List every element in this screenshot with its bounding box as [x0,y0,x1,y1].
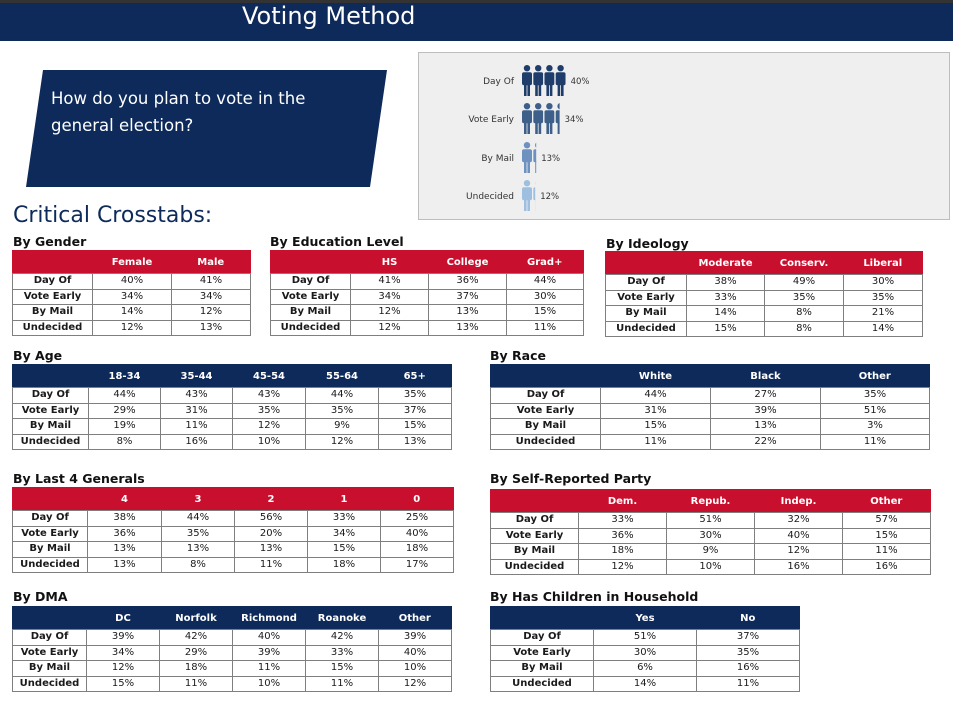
crosstabs-heading: Critical Crosstabs: [13,203,213,228]
table-row [13,419,452,435]
row-label: Day Of [606,275,687,291]
data-label: 40% [570,77,590,87]
column-header: Other [821,365,930,388]
table-row [606,321,923,337]
table-cell: 34% [172,289,251,305]
table-cell: 29% [89,403,161,419]
column-header: Yes [594,607,697,630]
table-cell: 15% [308,542,381,558]
table-cell: 34% [93,289,172,305]
table-row [13,511,454,527]
person-icon [533,103,543,134]
header-corner [491,490,579,513]
table-cell: 13% [379,434,452,450]
data-label: 12% [540,192,560,202]
table-cell: 18% [308,557,381,573]
table-cell: 40% [381,526,454,542]
table-cell: 19% [89,419,161,435]
crosstab-table [12,606,452,692]
table-cell: 15% [601,419,711,435]
row-label: Vote Early [13,289,93,305]
table-cell: 13% [711,419,821,435]
row-label: Vote Early [491,645,594,661]
table-cell: 31% [161,403,233,419]
table-cell: 12% [233,419,306,435]
crosstab-table [490,364,930,450]
table-cell: 13% [88,557,162,573]
table-row [13,305,251,321]
table-row [271,274,584,290]
table-row [606,290,923,306]
crosstab-table [270,250,584,336]
column-header: Male [172,251,251,274]
table-cell: 36% [429,274,507,290]
table-row [13,630,452,646]
table-cell: 34% [351,289,429,305]
page-title: Voting Method [242,2,416,30]
row-label: Vote Early [491,403,601,419]
row-label: Undecided [491,559,579,575]
row-label: Day Of [13,274,93,290]
table-cell: 30% [667,528,755,544]
table-cell: 11% [306,676,379,692]
table-row [13,388,452,404]
crosstab-table [12,250,251,336]
crosstab-table [490,489,931,575]
table-row [491,544,931,560]
row-label: Vote Early [13,403,89,419]
table-cell: 35% [306,403,379,419]
table-row [13,661,452,677]
header-corner [13,488,88,511]
table-cell: 15% [687,321,765,337]
table-cell: 11% [160,676,233,692]
header-bar [0,0,953,41]
table-cell: 39% [233,645,306,661]
row-label: Undecided [13,434,89,450]
person-icon [522,142,532,173]
row-label: Vote Early [491,528,579,544]
column-header: Dem. [579,490,667,513]
table-cell: 39% [87,630,160,646]
row-label: Undecided [13,557,88,573]
table-row [491,676,800,692]
table-cell: 12% [306,434,379,450]
column-header: HS [351,251,429,274]
row-label: Day Of [491,630,594,646]
table-row [13,403,452,419]
table-cell: 12% [379,676,452,692]
table-cell: 51% [594,630,697,646]
table-cell: 15% [306,661,379,677]
table-cell: 31% [601,403,711,419]
table-row [491,645,800,661]
crosstab-title: By Race [490,348,546,363]
crosstab-title: By Age [13,348,63,363]
crosstab-title: By Last 4 Generals [13,471,145,486]
table-cell: 33% [306,645,379,661]
data-label: 34% [564,115,584,125]
table-row [13,434,452,450]
table-cell: 44% [306,388,379,404]
table-cell: 11% [233,661,306,677]
crosstab-table [490,606,800,692]
row-label: Undecided [491,434,601,450]
table-cell: 10% [667,559,755,575]
row-label: Undecided [13,320,93,336]
table-cell: 37% [379,403,452,419]
table-row [13,289,251,305]
table-cell: 13% [88,542,162,558]
person-icon [544,103,554,134]
table-cell: 51% [821,403,930,419]
table-cell: 12% [579,559,667,575]
column-header: 45-54 [233,365,306,388]
table-cell: 40% [233,630,306,646]
table-cell: 18% [160,661,233,677]
table-cell: 43% [161,388,233,404]
table-cell: 43% [233,388,306,404]
table-cell: 9% [667,544,755,560]
table-cell: 42% [160,630,233,646]
column-header: Female [93,251,172,274]
table-cell: 16% [843,559,931,575]
category-label: By Mail [481,154,514,164]
header-corner [13,251,93,274]
table-cell: 44% [601,388,711,404]
column-header: Other [379,607,452,630]
column-header: Grad+ [507,251,584,274]
column-header: 1 [308,488,381,511]
table-cell: 13% [429,305,507,321]
table-cell: 12% [93,320,172,336]
row-label: Vote Early [606,290,687,306]
table-cell: 34% [87,645,160,661]
table-cell: 14% [93,305,172,321]
table-cell: 32% [755,513,843,529]
table-cell: 10% [379,661,452,677]
crosstab-title: By Ideology [606,236,689,251]
column-header: Roanoke [306,607,379,630]
person-icon [533,65,543,96]
table-row [13,542,454,558]
table-cell: 8% [162,557,235,573]
table-cell: 44% [162,511,235,527]
person-icon [556,65,566,96]
table-cell: 30% [507,289,584,305]
table-cell: 9% [306,419,379,435]
table-cell: 15% [507,305,584,321]
table-cell: 13% [172,320,251,336]
table-cell: 51% [667,513,755,529]
table-row [491,630,800,646]
table-cell: 33% [308,511,381,527]
table-cell: 8% [89,434,161,450]
table-row [491,419,930,435]
table-cell: 16% [697,661,800,677]
person-icon [522,65,532,96]
table-cell: 20% [235,526,308,542]
table-cell: 42% [306,630,379,646]
table-cell: 34% [308,526,381,542]
row-label: By Mail [491,661,594,677]
table-row [491,513,931,529]
table-cell: 30% [594,645,697,661]
column-header: No [697,607,800,630]
table-cell: 36% [88,526,162,542]
row-label: By Mail [13,419,89,435]
row-label: Day Of [13,630,87,646]
column-header: Conserv. [765,252,844,275]
header-corner [13,365,89,388]
table-row [13,274,251,290]
table-cell: 35% [233,403,306,419]
data-label: 13% [541,154,561,164]
table-cell: 8% [765,306,844,322]
table-row [13,676,452,692]
column-header: 4 [88,488,162,511]
table-cell: 11% [843,544,931,560]
header-corner [13,607,87,630]
table-cell: 15% [379,419,452,435]
table-cell: 15% [843,528,931,544]
crosstab-title: By Education Level [270,234,404,249]
table-cell: 39% [379,630,452,646]
table-cell: 10% [233,434,306,450]
table-cell: 8% [765,321,844,337]
table-row [491,403,930,419]
crosstab-table [12,364,452,450]
table-cell: 17% [381,557,454,573]
table-cell: 37% [697,630,800,646]
table-cell: 12% [351,305,429,321]
table-cell: 36% [579,528,667,544]
column-header: Richmond [233,607,306,630]
column-header: College [429,251,507,274]
table-cell: 3% [821,419,930,435]
table-cell: 22% [711,434,821,450]
table-cell: 15% [87,676,160,692]
pictogram-chart-panel [418,52,950,220]
table-row [271,289,584,305]
table-row [491,661,800,677]
row-label: Day Of [13,511,88,527]
table-cell: 56% [235,511,308,527]
crosstab-table [605,251,923,337]
row-label: Vote Early [13,645,87,661]
table-cell: 11% [697,676,800,692]
table-cell: 10% [233,676,306,692]
row-label: Day Of [491,513,579,529]
table-cell: 35% [697,645,800,661]
crosstab-table [12,487,454,573]
crosstab-title: By Gender [13,234,87,249]
table-row [491,434,930,450]
table-cell: 35% [821,388,930,404]
table-row [491,388,930,404]
header-corner [606,252,687,275]
row-label: Undecided [271,320,351,336]
table-cell: 11% [507,320,584,336]
column-header: Moderate [687,252,765,275]
header-corner [271,251,351,274]
column-header: 65+ [379,365,452,388]
table-row [606,275,923,291]
table-row [13,320,251,336]
row-label: Day Of [271,274,351,290]
table-cell: 25% [381,511,454,527]
row-label: Vote Early [271,289,351,305]
table-cell: 11% [821,434,930,450]
column-header: Other [843,490,931,513]
table-cell: 38% [687,275,765,291]
column-header: 3 [162,488,235,511]
column-header: 0 [381,488,454,511]
row-label: Undecided [13,676,87,692]
header-corner [491,365,601,388]
table-cell: 40% [755,528,843,544]
table-cell: 38% [88,511,162,527]
table-cell: 49% [765,275,844,291]
row-label: By Mail [271,305,351,321]
table-cell: 29% [160,645,233,661]
category-label: Vote Early [468,115,514,125]
table-cell: 13% [429,320,507,336]
table-cell: 11% [601,434,711,450]
person-icon [522,180,532,211]
table-cell: 11% [235,557,308,573]
row-label: By Mail [606,306,687,322]
header-corner [491,607,594,630]
row-label: By Mail [13,661,87,677]
row-label: By Mail [491,544,579,560]
column-header: DC [87,607,160,630]
row-label: By Mail [13,305,93,321]
table-row [271,320,584,336]
row-label: Undecided [491,676,594,692]
table-cell: 14% [844,321,923,337]
row-label: Undecided [606,321,687,337]
crosstab-title: By DMA [13,589,68,604]
table-cell: 30% [844,275,923,291]
column-header: Indep. [755,490,843,513]
column-header: Repub. [667,490,755,513]
crosstab-title: By Has Children in Household [490,589,699,604]
table-row [491,528,931,544]
table-row [491,559,931,575]
table-row [606,306,923,322]
table-cell: 12% [351,320,429,336]
column-header: White [601,365,711,388]
table-row [13,526,454,542]
table-cell: 35% [765,290,844,306]
table-cell: 21% [844,306,923,322]
row-label: Vote Early [13,526,88,542]
table-cell: 33% [687,290,765,306]
category-label: Undecided [466,192,514,202]
table-cell: 40% [379,645,452,661]
table-cell: 44% [89,388,161,404]
table-cell: 13% [162,542,235,558]
table-cell: 16% [755,559,843,575]
table-cell: 12% [87,661,160,677]
table-cell: 35% [379,388,452,404]
table-cell: 18% [579,544,667,560]
person-icon [522,103,532,134]
question-text: How do you plan to vote in the general election? [51,89,306,135]
column-header: Liberal [844,252,923,275]
table-cell: 41% [351,274,429,290]
table-cell: 33% [579,513,667,529]
table-row [271,305,584,321]
table-cell: 37% [429,289,507,305]
table-cell: 11% [161,419,233,435]
table-cell: 35% [162,526,235,542]
category-label: Day Of [483,77,514,87]
table-cell: 27% [711,388,821,404]
column-header: 2 [235,488,308,511]
table-cell: 12% [755,544,843,560]
column-header: 35-44 [161,365,233,388]
table-cell: 13% [235,542,308,558]
table-cell: 16% [161,434,233,450]
table-row [13,645,452,661]
column-header: Black [711,365,821,388]
table-cell: 44% [507,274,584,290]
table-cell: 40% [93,274,172,290]
column-header: Norfolk [160,607,233,630]
table-cell: 18% [381,542,454,558]
crosstab-title: By Self-Reported Party [490,471,652,486]
table-cell: 14% [687,306,765,322]
row-label: Day Of [13,388,89,404]
person-icon [544,65,554,96]
table-cell: 41% [172,274,251,290]
table-cell: 57% [843,513,931,529]
row-label: By Mail [491,419,601,435]
row-label: Day Of [491,388,601,404]
column-header: 55-64 [306,365,379,388]
table-cell: 35% [844,290,923,306]
table-cell: 6% [594,661,697,677]
table-cell: 14% [594,676,697,692]
table-row [13,557,454,573]
column-header: 18-34 [89,365,161,388]
pictogram-chart [419,53,949,219]
table-cell: 12% [172,305,251,321]
row-label: By Mail [13,542,88,558]
table-cell: 39% [711,403,821,419]
